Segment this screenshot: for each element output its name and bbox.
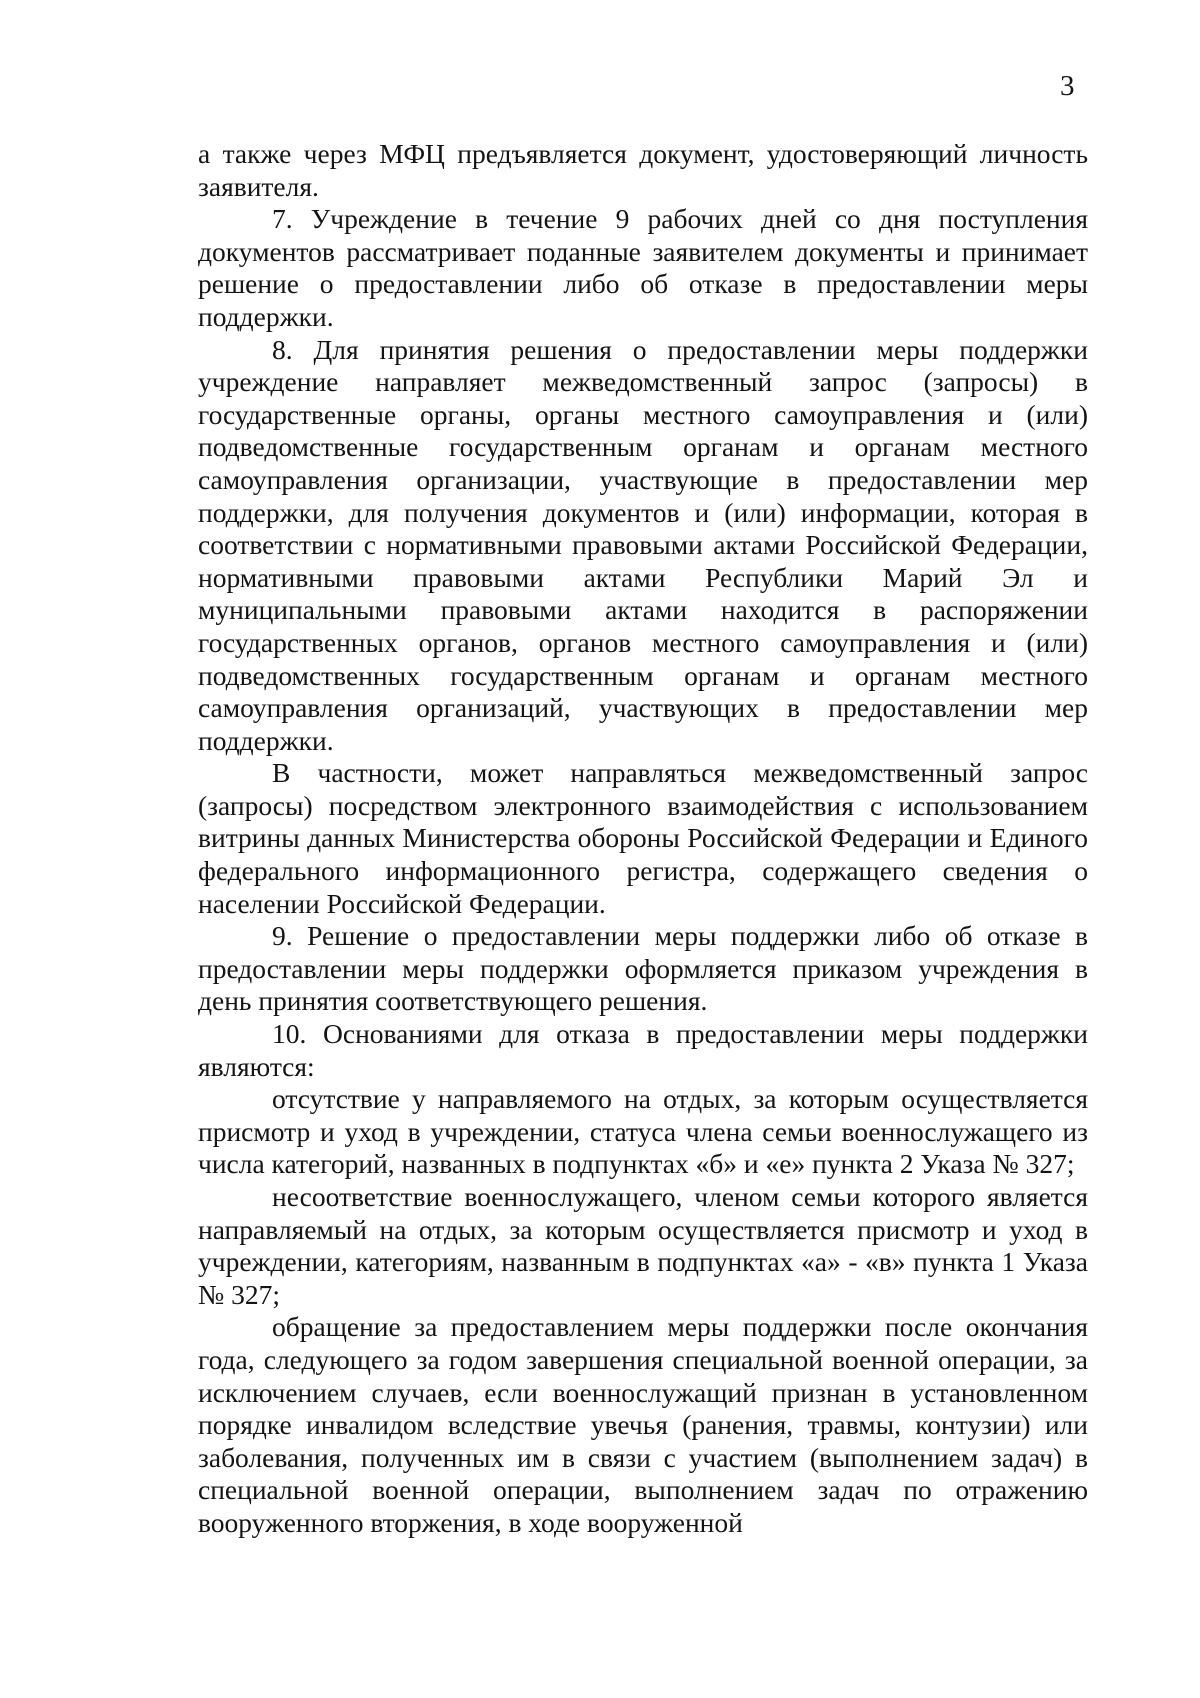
page-number: 3 (1060, 70, 1075, 102)
paragraph-item-8: 8. Для принятия решения о предоставлении меры поддержки учреждение направляет межведомственный запрос (запросы) в государственные органы, органы местного самоуправления и (или) подведомственные государственным органам и органам местного самоуправления организации, участвующие в предоставлении мер поддержки, для получения документов и (или) информации, которая в соответствии с нормативными правовыми актами Российской Федерации, нормативными правовыми актами Республики Марий Эл и муниципальными правовыми актами находится в распоряжении государственных органов, органов местного самоуправления и (или) подведомственных государственным органам и органам местного самоуправления организаций, участвующих в предоставлении мер поддержки. (198, 333, 1088, 756)
paragraph-item-7: 7. Учреждение в течение 9 рабочих дней со дня поступления документов рассматривает поданные заявителем документы и принимает решение о предоставлении либо об отказе в предоставлении меры поддержки. (198, 203, 1088, 332)
paragraph-item-8-details: В частности, может направляться межведомственный запрос (запросы) посредством электронного взаимодействия с использованием витрины данных Министерства обороны Российской Федерации и Единого федерального информационного регистра, содержащего сведения о населении Российской Федерации. (198, 757, 1088, 919)
paragraph-item-9: 9. Решение о предоставлении меры поддержки либо об отказе в предоставлении меры поддержки оформляется приказом учреждения в день принятия соответствующего решения. (198, 920, 1088, 1017)
refusal-ground-2: несоответствие военнослужащего, членом семьи которого является направляемый на отдых, за которым осуществляется присмотр и уход в учреждении, категориям, названным в подпунктах «а» - «в» пункта 1 Указа № 327; (198, 1181, 1088, 1310)
paragraph-continuation: а также через МФЦ предъявляется документ, удостоверяющий личность заявителя. (198, 138, 1088, 202)
paragraph-item-10: 10. Основаниями для отказа в предоставлении меры поддержки являются: (198, 1018, 1088, 1082)
refusal-ground-1: отсутствие у направляемого на отдых, за которым осуществляется присмотр и уход в учреждении, статуса члена семьи военнослужащего из числа категорий, названных в подпунктах «б» и «е» пункта 2 Указа № 327; (198, 1083, 1088, 1180)
document-body (198, 138, 1088, 1540)
refusal-ground-3: обращение за предоставлением меры поддержки после окончания года, следующего за годом завершения специальной военной операции, за исключением случаев, если военнослужащий признан в установленном порядке инвалидом вследствие увечья (ранения, травмы, контузии) или заболевания, полученных им в связи с участием (выполнением задач) в специальной военной операции, выполнением задач по отражению вооруженного вторжения, в ходе вооруженной (198, 1311, 1088, 1538)
